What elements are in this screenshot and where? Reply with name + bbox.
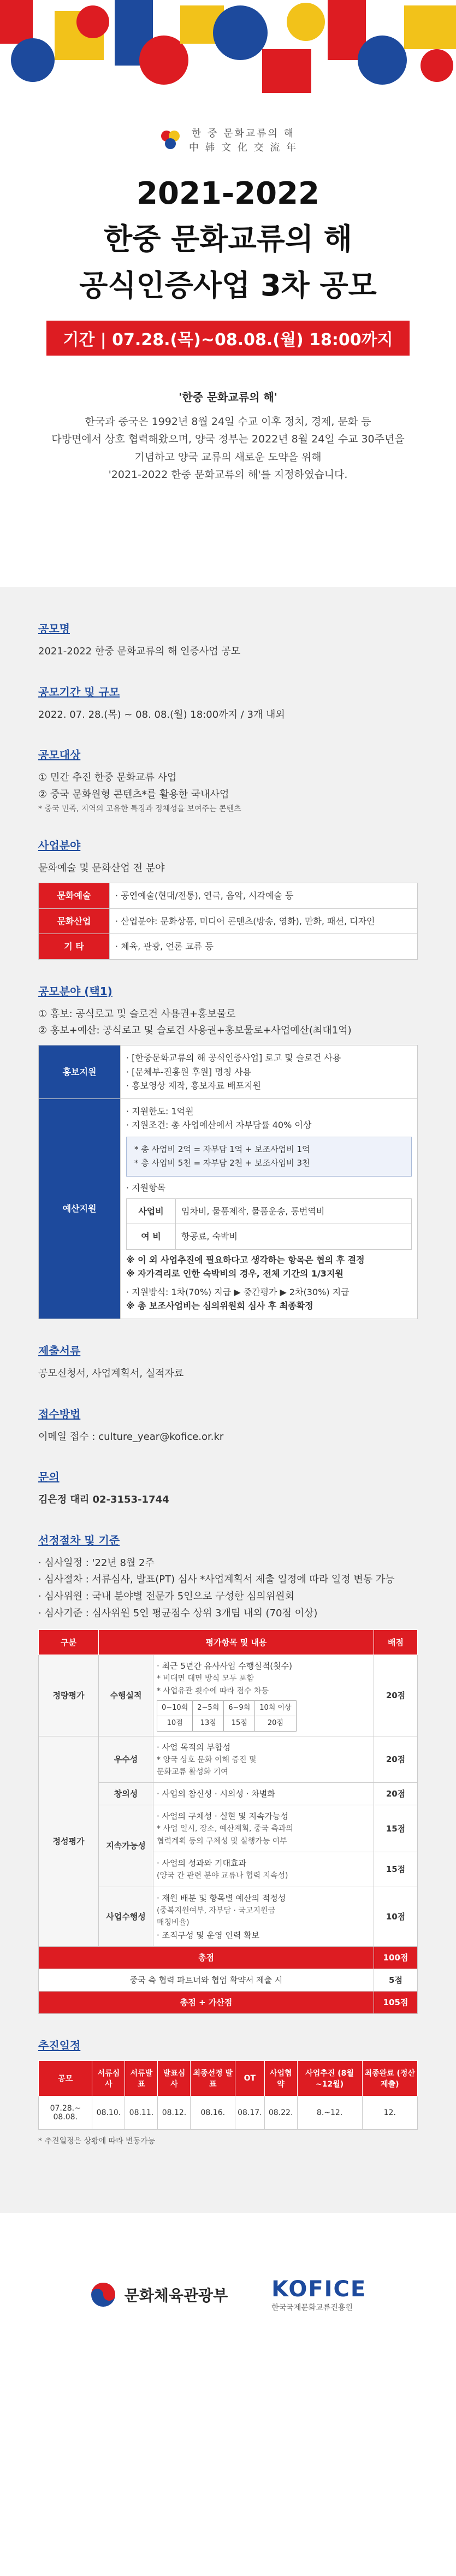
table-row: 예산지원 · 지원한도: 1억원 · 지원조건: 총 사업예산에서 자부담률 40% 이상 * 총 사업비 2억 = 자부담 1억 + 보조사업비 1억 * 총 사업비 5천 = 자부담 2천 + 보조사업비 3천 · 지원항목 사업비 임차비, 물품제작, 물품운송, 통번역비 여 비 항공료, 숙박비 ※ 이 외 사업추진에 필요하다고 생각하는 항목은 협의 후 결정 ※ 자가격리로 인한 숙박비의 경우, 전체 기간의 1/3지원 · 지원방식: 1차(70%) 지급 ▶ 중간평가 ▶ 2차(30%) 지급 ※ 총 보조사업비는 심의위원회 심사 후 최종확정 (39, 1098, 418, 1319)
schedule-table: 공모 서류심사 서류발표 발표심사 최종선정 발표 OT 사업협약 사업추진 (8월~12월) 최종완료 (정산제출) 07.28.~ 08.08. 08.10. 08.11. 08.12. 08.16. 08.17. 08.22. 8.~12. 12. (38, 2060, 418, 2130)
intro-line: '2021-2022 한중 문화교류의 해'를 지정하였습니다. (108, 468, 348, 481)
top-banner-pattern (0, 0, 456, 93)
table-row: 사업수행성 · 재원 배분 및 항목별 예산의 적정성 (중복지원여부, 자부담 · 국고지원금 매칭비율) · 조직구성 및 운영 인력 확보 10점 (39, 1887, 418, 1947)
section-submit: 접수방법 이메일 접수 : culture_year@kofice.or.kr (38, 1407, 224, 1443)
table-row: 창의성 · 사업의 참신성 · 시의성 · 차별화 20점 (39, 1783, 418, 1805)
content (0, 587, 456, 2213)
table-row: 07.28.~ 08.08. 08.10. 08.11. 08.12. 08.16. 08.17. 08.22. 8.~12. 12. (39, 2096, 418, 2130)
performance-score-table: 0~10회 2~5회 6~9회 10회 이상 10점 13점 15점 20점 (157, 1700, 297, 1732)
table-row: 홍보지원 · [한중문화교류의 해 공식인증사업] 로고 및 슬로건 사용 · [문체부-진흥원 후원] 명칭 사용 · 홍보영상 제작, 홍보자료 배포지원 (39, 1045, 418, 1098)
taegeuk-icon (90, 2281, 117, 2308)
field-table (38, 883, 418, 960)
table-row: 중국 측 협력 파트너와 협업 확약서 제출 시 5점 (39, 1969, 418, 1992)
kofice-logo: KOFICE 한국국제문화교류진흥원 (271, 2277, 367, 2313)
intro-line: 기념하고 양국 교류의 새로운 도약을 위해 (134, 451, 322, 463)
title-years: 2021-2022 (137, 176, 319, 211)
year-logo-icon (158, 128, 182, 152)
support-table (38, 1045, 418, 1319)
section-docs: 제출서류 공모신청서, 사업계획서, 실적자료 (38, 1344, 184, 1380)
logo-text-korean: 한 중 문화교류의 해 (191, 128, 295, 139)
table-row: 정성평가 우수성 · 사업 목적의 부합성 * 양국 상호 문화 이해 증진 및 문화교류 활성화 기여 20점 (39, 1736, 418, 1783)
email-link[interactable]: culture_year@kofice.or.kr (98, 1431, 224, 1443)
intro-line: 다방면에서 상호 협력해왔으며, 양국 정부는 2022년 8월 24일 수교 30주년을 (51, 433, 405, 446)
section-period: 공모기간 및 규모 2022. 07. 28.(목) ~ 08. 08.(월) 18:00까지 / 3개 내외 (38, 685, 285, 720)
logo-text-chinese: 中 韩 文 化 交 流 年 (188, 142, 298, 153)
table-row: 지속가능성 · 사업의 구체성 · 실현 및 지속가능성 * 사업 일시, 장소, 예산계획, 중국 측과의 협력계획 등의 구체성 및 실행가능 여부 15점 (39, 1805, 418, 1852)
section-support: 공모분야 (택1) ① 홍보: 공식로고 및 슬로건 사용권+홍보물로 ② 홍보+예산: 공식로고 및 슬로건 사용권+홍보물로+사업예산(최대1억) 홍보지원 · [한중문화교류의 해 공식인증사업] 로고 및 슬로건 사용 · [문체부-진흥원 후원] 명칭 사용 · 홍보영상 제작, 홍보자료 배포지원 예산지원 · 지원한도: 1억원 · 지원조건: 총 사업예산에서 자부담률 40% 이상 * 총 사업비 2억 = 자부담 1억 + 보조사업비 1억 * 총 사업비 5천 = 자부담 2천 + 보조사업비 3천 · 지원항목 사업비 임차비, 물품제작, 물품운송, 통번역비 여 비 항공료, 숙박비 ※ 이 외 사업추진에 필요하다고 생각하는 항목은 협의 후 결정 ※ 자가격리로 인한 숙박비의 경우, 전체 기간의 1/3지원 · 지원방식: 1차(70%) 지급 ▶ 중간평가 ▶ 2차(30%) 지급 ※ 총 보조사업비는 심의위원회 심사 후 최종확정 (38, 983, 418, 1319)
title-sub: 공식인증사업 3차 공모 (79, 268, 377, 303)
table-row: 문화산업 · 산업분야: 문화상품, 미디어 콘텐츠(방송, 영화), 만화, 패션, 디자인 (39, 908, 418, 934)
section-contact: 문의 김은정 대리 02-3153-1744 (38, 1470, 169, 1506)
table-row: 문화예술 · 공연예술(현대/전통), 연극, 음악, 시각예술 등 (39, 883, 418, 908)
mcst-logo: 문화체육관광부 (90, 2281, 228, 2308)
table-row: 정량평가 수행실적 · 최근 5년간 유사사업 수행실적(횟수) * 비대면 대면 방식 모두 포함 * 사업유관 횟수에 따라 점수 차등 0~10회 2~5회 6~9회 10회 이상 10점 13점 15점 20점 20점 (39, 1655, 418, 1736)
intro (0, 388, 456, 483)
section-name: 공모명 2021-2022 한중 문화교류의 해 인증사업 공모 (38, 622, 241, 657)
pattern-graphic (0, 0, 456, 93)
title-main: 한중 문화교류의 해 (104, 222, 352, 256)
period-badge: 기간 | 07.28.(목)~08.08.(월) 18:00까지 (46, 321, 409, 356)
table-row: 총점 + 가산점 105점 (39, 1992, 418, 2014)
section-schedule: 추진일정 공모 서류심사 서류발표 발표심사 최종선정 발표 OT 사업협약 사업추진 (8월~12월) 최종완료 (정산제출) 07.28.~ 08.08. 08.10. 08.11. 08.12. 08.16. 08.17. 08.22. 8.~12. 12. * 추진일정은 상황에 따라 변동가능 (38, 2037, 418, 2146)
support-items-table: 사업비 임차비, 물품제작, 물품운송, 통번역비 여 비 항공료, 숙박비 (126, 1198, 412, 1250)
table-row: 총점 100점 (39, 1947, 418, 1969)
intro-heading: '한중 문화교류의 해' (179, 391, 277, 404)
footer (0, 2213, 456, 2377)
section-target: 공모대상 ① 민간 추진 한중 문화교류 사업 ② 중국 문화원형 콘텐츠*를 활용한 국내사업 * 중국 민족, 지역의 고유한 특징과 정체성을 보여주는 콘텐츠 (38, 748, 241, 814)
section-field: 사업분야 문화예술 및 문화산업 전 분야 문화예술 · 공연예술(현대/전통), 연극, 음악, 시각예술 등 문화산업 · 산업분야: 문화상품, 미디어 콘텐츠(방송, 영화), 만화, 패션, 디자인 기 타 · 체육, 관광, 언론 교류 등 (38, 837, 418, 959)
eval-table: 구분 평가항목 및 내용 배점 정량평가 수행실적 · 최근 5년간 유사사업 수행실적(횟수) * 비대면 대면 방식 모두 포함 * 사업유관 횟수에 따라 점수 차등 0~10회 2~5회 6~9회 10회 이상 10점 13점 15점 20점 20점 정성평가 우수성 · 사업 목적의 부합성 * 양국 상호 문화 이해 증진 및 문화교류 활성화 기여 20점 창의성 · 사업의 참신성 · 시의성 · 차별화 20점 지속가능성 · 사업의 구체성 · 실현 및 지속가능성 * 사업 일시, 장소, 예산계획, 중국 측과의 협력계획 등의 구체성 및 실행가능 여부 15점 · 사업의 성과와 기대효과 (양국 간 관련 분야 교류나 협력 지속성) 15점 사업수행성 · 재원 배분 및 항목별 예산의 적정성 (중복지원여부, 자부담 · 국고지원금 매칭비율) · 조직구성 및 운영 인력 확보 10점 총점 100점 중국 측 협력 파트너와 협업 확약서 제출 시 5점 총점 + 가산점 105점 (38, 1629, 418, 2014)
intro-line: 한국과 중국은 1992년 8월 24일 수교 이후 정치, 경제, 문화 등 (85, 416, 371, 428)
table-row: 기 타 · 체육, 관광, 언론 교류 등 (39, 934, 418, 960)
hero (0, 0, 456, 587)
section-select: 선정절차 및 기준 · 심사일정 : '22년 8월 2주 · 심사절차 : 서류심사, 발표(PT) 심사 *사업계획서 제출 일정에 따라 일정 변동 가능 · 심사위원 : 국내 분야별 전문가 5인으로 구성한 심의위원회 · 심사기준 : 심사위원 5인 평균점수 상위 3개팀 내외 (70점 이상) 구분 평가항목 및 내용 배점 정량평가 수행실적 · 최근 5년간 유사사업 수행실적(횟수) * 비대면 대면 방식 모두 포함 * 사업유관 횟수에 따라 점수 차등 0~10회 2~5회 6~9회 10회 이상 10점 13점 15점 20점 20점 정성평가 우수성 · 사업 목적의 부합성 * 양국 상호 문화 이해 증진 및 문화교류 활성화 기여 20점 창의성 · 사업의 참신성 · 시의성 · 차별화 20점 지속가능성 · 사업의 구체성 · 실현 및 지속가능성 * 사업 일시, 장소, 예산계획, 중국 측과의 협력계획 등의 구체성 및 실행가능 여부 15점 · 사업의 성과와 기대효과 (양국 간 관련 분야 교류나 협력 지속성) 15점 사업수행성 · 재원 배분 및 항목별 예산의 적정성 (중복지원여부, 자부담 · 국고지원금 매칭비율) · 조직구성 및 운영 인력 확보 10점 총점 100점 중국 측 협력 파트너와 협업 확약서 제출 시 5점 총점 + 가산점 105점 (38, 1532, 418, 2014)
table-row: · 사업의 성과와 기대효과 (양국 간 관련 분야 교류나 협력 지속성) 15점 (39, 1852, 418, 1887)
budget-example-box: * 총 사업비 2억 = 자부담 1억 + 보조사업비 1억 * 총 사업비 5천 = 자부담 2천 + 보조사업비 3천 (126, 1137, 412, 1177)
